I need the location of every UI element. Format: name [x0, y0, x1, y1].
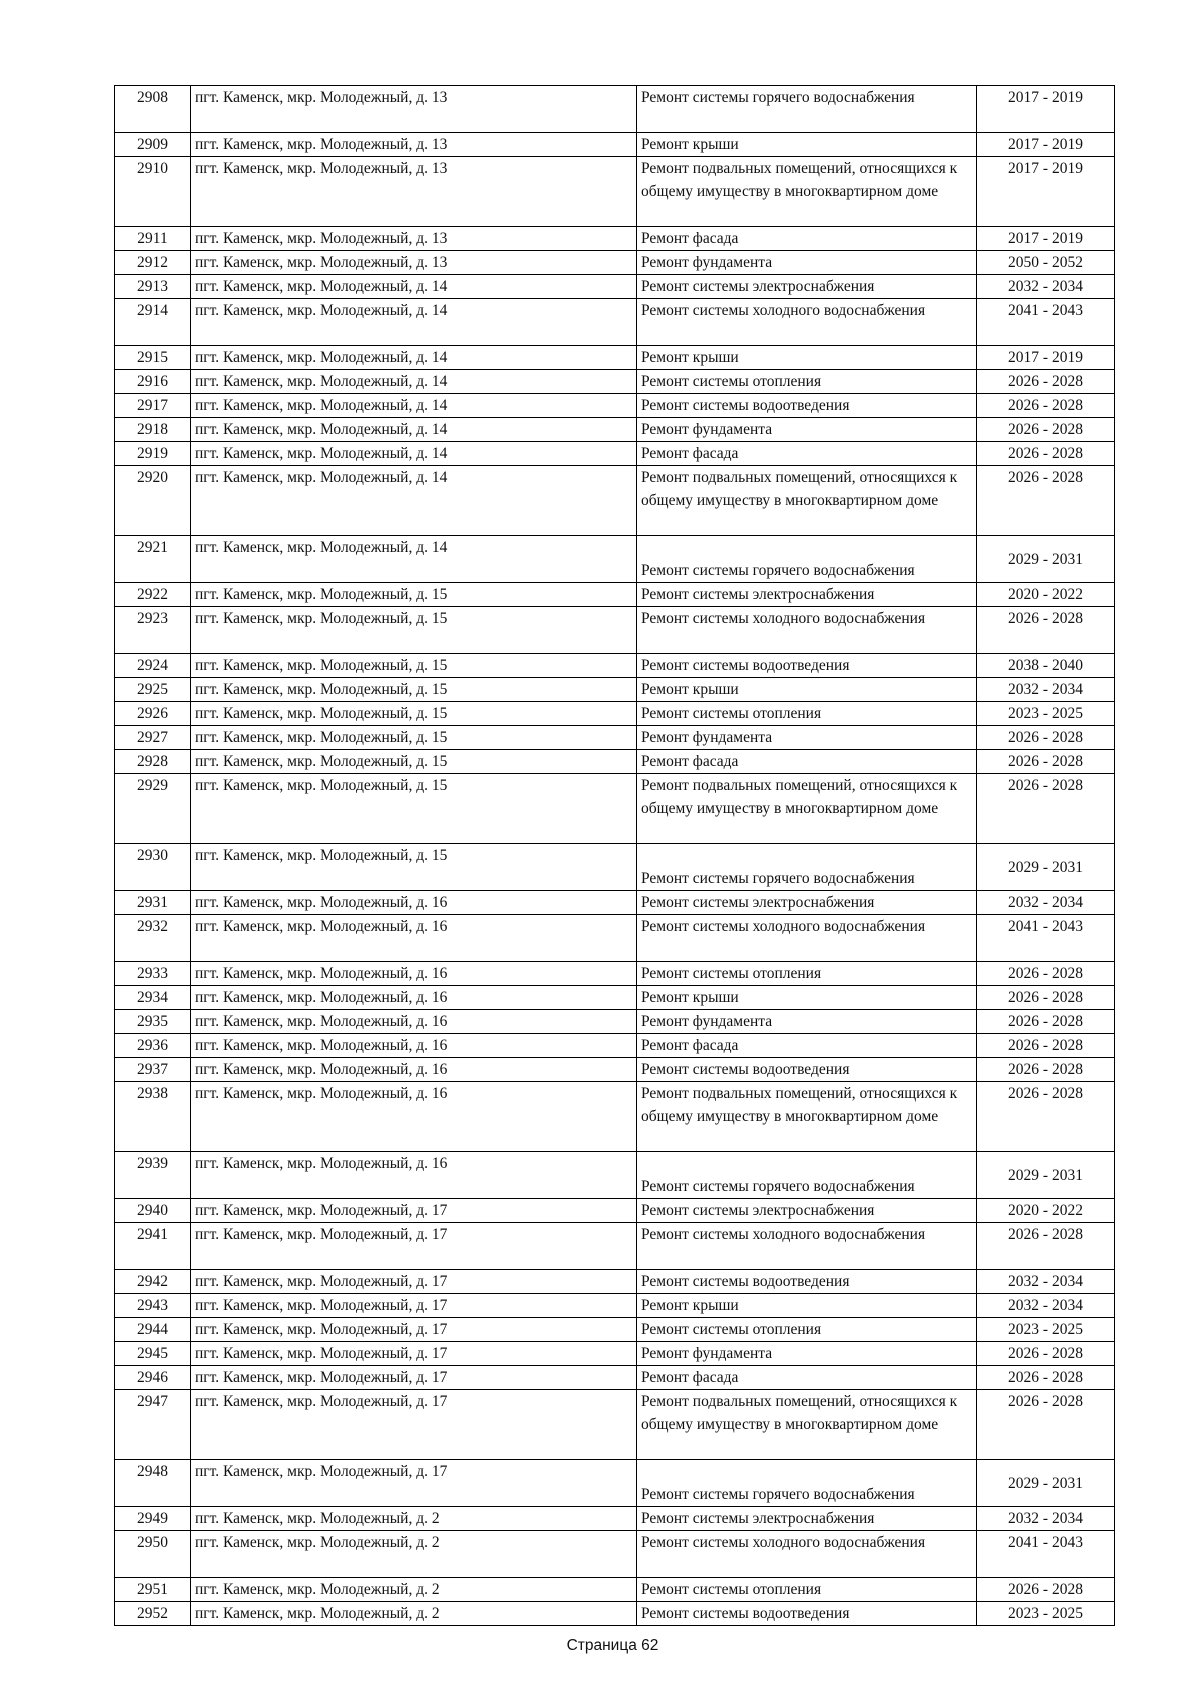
table-row	[115, 678, 1115, 702]
address-cell: пгт. Каменск, мкр. Молодежный, д. 2	[191, 1507, 637, 1531]
table-row	[115, 1058, 1115, 1082]
row-number-cell: 2939	[115, 1152, 191, 1199]
table-row	[115, 370, 1115, 394]
work-type-cell: Ремонт системы водоотведения	[637, 1602, 977, 1626]
address-cell: пгт. Каменск, мкр. Молодежный, д. 16	[191, 1152, 637, 1199]
work-type-cell: Ремонт крыши	[637, 986, 977, 1010]
address-cell: пгт. Каменск, мкр. Молодежный, д. 15	[191, 654, 637, 678]
work-type-cell: Ремонт системы горячего водоснабжения	[637, 536, 977, 583]
row-number-cell: 2917	[115, 394, 191, 418]
period-cell: 2041 - 2043	[977, 1531, 1115, 1578]
address-cell: пгт. Каменск, мкр. Молодежный, д. 13	[191, 227, 637, 251]
table-row	[115, 1199, 1115, 1223]
table-row	[115, 891, 1115, 915]
table-row	[115, 227, 1115, 251]
work-type-cell: Ремонт системы холодного водоснабжения	[637, 607, 977, 654]
work-type-cell: Ремонт фундамента	[637, 1342, 977, 1366]
period-cell: 2032 - 2034	[977, 891, 1115, 915]
work-type-cell: Ремонт системы водоотведения	[637, 1058, 977, 1082]
period-cell: 2026 - 2028	[977, 1342, 1115, 1366]
table-row	[115, 726, 1115, 750]
work-type-cell: Ремонт фундамента	[637, 1010, 977, 1034]
table-row	[115, 1366, 1115, 1390]
row-number-cell: 2911	[115, 227, 191, 251]
address-cell: пгт. Каменск, мкр. Молодежный, д. 17	[191, 1460, 637, 1507]
period-cell: 2026 - 2028	[977, 1010, 1115, 1034]
row-number-cell: 2931	[115, 891, 191, 915]
period-cell: 2026 - 2028	[977, 394, 1115, 418]
work-type-cell: Ремонт системы водоотведения	[637, 394, 977, 418]
table-row	[115, 1507, 1115, 1531]
work-type-cell: Ремонт подвальных помещений, относящихся к общему имуществу в многоквартирном доме	[637, 1082, 977, 1152]
row-number-cell: 2909	[115, 133, 191, 157]
period-cell: 2026 - 2028	[977, 1390, 1115, 1460]
address-cell: пгт. Каменск, мкр. Молодежный, д. 16	[191, 915, 637, 962]
row-number-cell: 2920	[115, 466, 191, 536]
period-cell: 2023 - 2025	[977, 1602, 1115, 1626]
row-number-cell: 2923	[115, 607, 191, 654]
repair-schedule-table	[114, 85, 1115, 1626]
table-row	[115, 1082, 1115, 1152]
address-cell: пгт. Каменск, мкр. Молодежный, д. 14	[191, 346, 637, 370]
work-type-cell: Ремонт фасада	[637, 442, 977, 466]
period-cell: 2026 - 2028	[977, 774, 1115, 844]
work-type-cell: Ремонт системы водоотведения	[637, 1270, 977, 1294]
period-cell: 2023 - 2025	[977, 1318, 1115, 1342]
period-cell: 2026 - 2028	[977, 1034, 1115, 1058]
period-cell: 2026 - 2028	[977, 1223, 1115, 1270]
table-row	[115, 774, 1115, 844]
table-row	[115, 1223, 1115, 1270]
table-row	[115, 583, 1115, 607]
address-cell: пгт. Каменск, мкр. Молодежный, д. 14	[191, 370, 637, 394]
row-number-cell: 2935	[115, 1010, 191, 1034]
row-number-cell: 2910	[115, 157, 191, 227]
work-type-cell: Ремонт системы отопления	[637, 1318, 977, 1342]
work-type-cell: Ремонт системы отопления	[637, 1578, 977, 1602]
address-cell: пгт. Каменск, мкр. Молодежный, д. 17	[191, 1270, 637, 1294]
period-cell: 2029 - 2031	[977, 1460, 1115, 1507]
address-cell: пгт. Каменск, мкр. Молодежный, д. 16	[191, 1058, 637, 1082]
row-number-cell: 2942	[115, 1270, 191, 1294]
address-cell: пгт. Каменск, мкр. Молодежный, д. 14	[191, 394, 637, 418]
work-type-cell: Ремонт крыши	[637, 133, 977, 157]
period-cell: 2026 - 2028	[977, 418, 1115, 442]
table-row	[115, 1010, 1115, 1034]
period-cell: 2026 - 2028	[977, 986, 1115, 1010]
period-cell: 2026 - 2028	[977, 750, 1115, 774]
table-row	[115, 654, 1115, 678]
row-number-cell: 2948	[115, 1460, 191, 1507]
row-number-cell: 2915	[115, 346, 191, 370]
address-cell: пгт. Каменск, мкр. Молодежный, д. 13	[191, 133, 637, 157]
row-number-cell: 2937	[115, 1058, 191, 1082]
work-type-cell: Ремонт системы горячего водоснабжения	[637, 1152, 977, 1199]
row-number-cell: 2936	[115, 1034, 191, 1058]
table-row	[115, 418, 1115, 442]
work-type-cell: Ремонт фундамента	[637, 726, 977, 750]
table-row	[115, 1152, 1115, 1199]
row-number-cell: 2927	[115, 726, 191, 750]
work-type-cell: Ремонт подвальных помещений, относящихся к общему имуществу в многоквартирном доме	[637, 774, 977, 844]
period-cell: 2026 - 2028	[977, 1578, 1115, 1602]
table-row	[115, 844, 1115, 891]
row-number-cell: 2950	[115, 1531, 191, 1578]
table-row	[115, 466, 1115, 536]
work-type-cell: Ремонт системы горячего водоснабжения	[637, 844, 977, 891]
address-cell: пгт. Каменск, мкр. Молодежный, д. 14	[191, 275, 637, 299]
work-type-cell: Ремонт подвальных помещений, относящихся к общему имуществу в многоквартирном доме	[637, 1390, 977, 1460]
table-row	[115, 86, 1115, 133]
address-cell: пгт. Каменск, мкр. Молодежный, д. 16	[191, 1010, 637, 1034]
table-row	[115, 1390, 1115, 1460]
table-row	[115, 750, 1115, 774]
period-cell: 2050 - 2052	[977, 251, 1115, 275]
address-cell: пгт. Каменск, мкр. Молодежный, д. 2	[191, 1531, 637, 1578]
address-cell: пгт. Каменск, мкр. Молодежный, д. 16	[191, 962, 637, 986]
address-cell: пгт. Каменск, мкр. Молодежный, д. 17	[191, 1390, 637, 1460]
table-row	[115, 133, 1115, 157]
row-number-cell: 2916	[115, 370, 191, 394]
table-row	[115, 1318, 1115, 1342]
address-cell: пгт. Каменск, мкр. Молодежный, д. 15	[191, 702, 637, 726]
address-cell: пгт. Каменск, мкр. Молодежный, д. 15	[191, 678, 637, 702]
period-cell: 2026 - 2028	[977, 1058, 1115, 1082]
period-cell: 2029 - 2031	[977, 844, 1115, 891]
table-row	[115, 442, 1115, 466]
period-cell: 2029 - 2031	[977, 1152, 1115, 1199]
table-row	[115, 1460, 1115, 1507]
period-cell: 2026 - 2028	[977, 1082, 1115, 1152]
period-cell: 2032 - 2034	[977, 1294, 1115, 1318]
address-cell: пгт. Каменск, мкр. Молодежный, д. 15	[191, 607, 637, 654]
period-cell: 2023 - 2025	[977, 702, 1115, 726]
period-cell: 2041 - 2043	[977, 299, 1115, 346]
period-cell: 2041 - 2043	[977, 915, 1115, 962]
period-cell: 2017 - 2019	[977, 157, 1115, 227]
row-number-cell: 2946	[115, 1366, 191, 1390]
table-row	[115, 1270, 1115, 1294]
period-cell: 2020 - 2022	[977, 1199, 1115, 1223]
work-type-cell: Ремонт системы холодного водоснабжения	[637, 1223, 977, 1270]
row-number-cell: 2914	[115, 299, 191, 346]
row-number-cell: 2944	[115, 1318, 191, 1342]
work-type-cell: Ремонт системы электроснабжения	[637, 891, 977, 915]
row-number-cell: 2941	[115, 1223, 191, 1270]
table-row	[115, 1531, 1115, 1578]
table-row	[115, 1342, 1115, 1366]
address-cell: пгт. Каменск, мкр. Молодежный, д. 16	[191, 986, 637, 1010]
work-type-cell: Ремонт системы холодного водоснабжения	[637, 915, 977, 962]
address-cell: пгт. Каменск, мкр. Молодежный, д. 14	[191, 536, 637, 583]
row-number-cell: 2951	[115, 1578, 191, 1602]
address-cell: пгт. Каменск, мкр. Молодежный, д. 14	[191, 442, 637, 466]
address-cell: пгт. Каменск, мкр. Молодежный, д. 16	[191, 1082, 637, 1152]
row-number-cell: 2924	[115, 654, 191, 678]
address-cell: пгт. Каменск, мкр. Молодежный, д. 17	[191, 1342, 637, 1366]
period-cell: 2017 - 2019	[977, 86, 1115, 133]
address-cell: пгт. Каменск, мкр. Молодежный, д. 14	[191, 418, 637, 442]
row-number-cell: 2926	[115, 702, 191, 726]
address-cell: пгт. Каменск, мкр. Молодежный, д. 13	[191, 251, 637, 275]
table-row	[115, 986, 1115, 1010]
address-cell: пгт. Каменск, мкр. Молодежный, д. 17	[191, 1294, 637, 1318]
address-cell: пгт. Каменск, мкр. Молодежный, д. 17	[191, 1199, 637, 1223]
work-type-cell: Ремонт системы отопления	[637, 370, 977, 394]
table-row	[115, 251, 1115, 275]
row-number-cell: 2928	[115, 750, 191, 774]
period-cell: 2020 - 2022	[977, 583, 1115, 607]
period-cell: 2032 - 2034	[977, 1270, 1115, 1294]
period-cell: 2026 - 2028	[977, 442, 1115, 466]
table-body	[115, 86, 1115, 1626]
period-cell: 2026 - 2028	[977, 466, 1115, 536]
address-cell: пгт. Каменск, мкр. Молодежный, д. 15	[191, 774, 637, 844]
table-row	[115, 962, 1115, 986]
work-type-cell: Ремонт подвальных помещений, относящихся к общему имуществу в многоквартирном доме	[637, 466, 977, 536]
work-type-cell: Ремонт крыши	[637, 1294, 977, 1318]
table-row	[115, 157, 1115, 227]
row-number-cell: 2922	[115, 583, 191, 607]
work-type-cell: Ремонт системы электроснабжения	[637, 1199, 977, 1223]
address-cell: пгт. Каменск, мкр. Молодежный, д. 15	[191, 583, 637, 607]
table-row	[115, 1602, 1115, 1626]
row-number-cell: 2945	[115, 1342, 191, 1366]
row-number-cell: 2930	[115, 844, 191, 891]
period-cell: 2017 - 2019	[977, 346, 1115, 370]
period-cell: 2017 - 2019	[977, 227, 1115, 251]
work-type-cell: Ремонт системы холодного водоснабжения	[637, 299, 977, 346]
address-cell: пгт. Каменск, мкр. Молодежный, д. 17	[191, 1366, 637, 1390]
address-cell: пгт. Каменск, мкр. Молодежный, д. 17	[191, 1223, 637, 1270]
work-type-cell: Ремонт системы электроснабжения	[637, 1507, 977, 1531]
address-cell: пгт. Каменск, мкр. Молодежный, д. 15	[191, 750, 637, 774]
period-cell: 2029 - 2031	[977, 536, 1115, 583]
table-row	[115, 536, 1115, 583]
row-number-cell: 2949	[115, 1507, 191, 1531]
table-row	[115, 702, 1115, 726]
period-cell: 2032 - 2034	[977, 275, 1115, 299]
row-number-cell: 2932	[115, 915, 191, 962]
period-cell: 2026 - 2028	[977, 726, 1115, 750]
row-number-cell: 2929	[115, 774, 191, 844]
row-number-cell: 2912	[115, 251, 191, 275]
page-number: Страница 62	[566, 1637, 659, 1654]
period-cell: 2038 - 2040	[977, 654, 1115, 678]
period-cell: 2032 - 2034	[977, 1507, 1115, 1531]
address-cell: пгт. Каменск, мкр. Молодежный, д. 16	[191, 891, 637, 915]
period-cell: 2026 - 2028	[977, 1366, 1115, 1390]
row-number-cell: 2919	[115, 442, 191, 466]
work-type-cell: Ремонт системы отопления	[637, 962, 977, 986]
address-cell: пгт. Каменск, мкр. Молодежный, д. 14	[191, 299, 637, 346]
work-type-cell: Ремонт фасада	[637, 750, 977, 774]
work-type-cell: Ремонт системы холодного водоснабжения	[637, 1531, 977, 1578]
address-cell: пгт. Каменск, мкр. Молодежный, д. 15	[191, 844, 637, 891]
row-number-cell: 2908	[115, 86, 191, 133]
table-row	[115, 299, 1115, 346]
table-row	[115, 607, 1115, 654]
work-type-cell: Ремонт фасада	[637, 1034, 977, 1058]
address-cell: пгт. Каменск, мкр. Молодежный, д. 17	[191, 1318, 637, 1342]
row-number-cell: 2913	[115, 275, 191, 299]
work-type-cell: Ремонт фундамента	[637, 251, 977, 275]
row-number-cell: 2952	[115, 1602, 191, 1626]
work-type-cell: Ремонт фасада	[637, 1366, 977, 1390]
table-row	[115, 275, 1115, 299]
row-number-cell: 2934	[115, 986, 191, 1010]
row-number-cell: 2933	[115, 962, 191, 986]
work-type-cell: Ремонт системы водоотведения	[637, 654, 977, 678]
work-type-cell: Ремонт системы отопления	[637, 702, 977, 726]
row-number-cell: 2925	[115, 678, 191, 702]
work-type-cell: Ремонт фасада	[637, 227, 977, 251]
address-cell: пгт. Каменск, мкр. Молодежный, д. 16	[191, 1034, 637, 1058]
work-type-cell: Ремонт подвальных помещений, относящихся к общему имуществу в многоквартирном доме	[637, 157, 977, 227]
table-row	[115, 346, 1115, 370]
row-number-cell: 2918	[115, 418, 191, 442]
row-number-cell: 2938	[115, 1082, 191, 1152]
work-type-cell: Ремонт системы электроснабжения	[637, 583, 977, 607]
table-row	[115, 915, 1115, 962]
row-number-cell: 2921	[115, 536, 191, 583]
address-cell: пгт. Каменск, мкр. Молодежный, д. 13	[191, 86, 637, 133]
period-cell: 2026 - 2028	[977, 962, 1115, 986]
work-type-cell: Ремонт системы горячего водоснабжения	[637, 1460, 977, 1507]
period-cell: 2026 - 2028	[977, 370, 1115, 394]
row-number-cell: 2940	[115, 1199, 191, 1223]
work-type-cell: Ремонт системы электроснабжения	[637, 275, 977, 299]
work-type-cell: Ремонт крыши	[637, 346, 977, 370]
address-cell: пгт. Каменск, мкр. Молодежный, д. 2	[191, 1602, 637, 1626]
work-type-cell: Ремонт системы горячего водоснабжения	[637, 86, 977, 133]
period-cell: 2032 - 2034	[977, 678, 1115, 702]
period-cell: 2026 - 2028	[977, 607, 1115, 654]
address-cell: пгт. Каменск, мкр. Молодежный, д. 13	[191, 157, 637, 227]
table-row	[115, 1034, 1115, 1058]
row-number-cell: 2947	[115, 1390, 191, 1460]
period-cell: 2017 - 2019	[977, 133, 1115, 157]
work-type-cell: Ремонт крыши	[637, 678, 977, 702]
table-row	[115, 1294, 1115, 1318]
row-number-cell: 2943	[115, 1294, 191, 1318]
work-type-cell: Ремонт фундамента	[637, 418, 977, 442]
address-cell: пгт. Каменск, мкр. Молодежный, д. 14	[191, 466, 637, 536]
address-cell: пгт. Каменск, мкр. Молодежный, д. 2	[191, 1578, 637, 1602]
address-cell: пгт. Каменск, мкр. Молодежный, д. 15	[191, 726, 637, 750]
table-row	[115, 1578, 1115, 1602]
table-row	[115, 394, 1115, 418]
